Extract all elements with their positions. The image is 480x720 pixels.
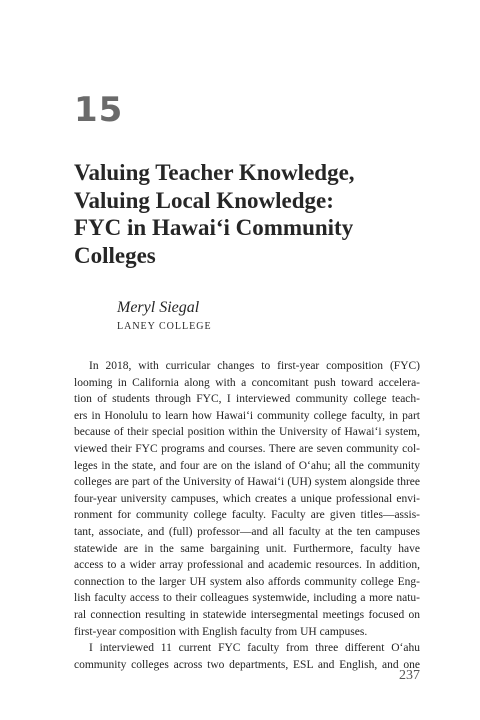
body-line: four-year university campuses, which creates a unique professional envi- xyxy=(74,492,420,505)
body-line: because of their special position within the University of Hawai‘i system, xyxy=(74,426,420,439)
chapter-title xyxy=(74,159,414,269)
body-line: statewide are in the same bargaining unit. Furthermore, faculty have xyxy=(74,542,420,555)
body-line: leges in the state, and four are on the island of O‘ahu; all the community xyxy=(74,459,420,472)
body-line: I interviewed 11 current FYC faculty from three different O‘ahu xyxy=(89,642,420,655)
body-line: looming in California along with a concomitant push toward accelera- xyxy=(74,376,420,389)
body-line: ers in Honolulu to learn how Hawai‘i community college faculty, in part xyxy=(74,409,420,422)
body-line: In 2018, with curricular changes to first-year composition (FYC) xyxy=(89,360,420,372)
body-line: lish faculty access to their colleagues systemwide, including a more natu- xyxy=(74,592,420,605)
body-line: tant, associate, and (full) professor—and all faculty at the ten campuses xyxy=(74,525,420,538)
chapter-title-line: Valuing Teacher Knowledge, xyxy=(74,160,355,185)
body-line: colleges are part of the University of Hawai‘i (UH) system alongside three xyxy=(74,476,420,489)
author-name: Meryl Siegal xyxy=(117,299,200,316)
body-text xyxy=(74,358,420,673)
body-line: ral connection resulting in statewide intersegmental meetings focused on xyxy=(74,608,420,621)
body-line: first-year composition with English faculty from UH campuses. xyxy=(74,625,368,638)
body-line: viewed their FYC programs and courses. There are seven community col- xyxy=(74,442,420,455)
body-line: tion of students through FYC, I interviewed community college teach- xyxy=(74,393,420,406)
chapter-title-line: Valuing Local Knowledge: xyxy=(74,187,334,213)
body-line: access to a wider array professional and academic resources. In addition, xyxy=(74,559,420,572)
author-affiliation: LANEY COLLEGE xyxy=(117,321,212,332)
chapter-number: 15 xyxy=(74,90,124,130)
chapter-title-line: Colleges xyxy=(74,242,156,268)
body-line: ronment for community college faculty. Faculty are given titles—assis- xyxy=(74,509,420,522)
body-line: community colleges across two departments, ESL and English, and one xyxy=(74,658,420,671)
chapter-title-line: FYC in Hawai‘i Community xyxy=(74,215,354,240)
body-line: connection to the larger UH system also affords community college Eng- xyxy=(74,575,420,588)
page-number: 237 xyxy=(399,668,420,683)
